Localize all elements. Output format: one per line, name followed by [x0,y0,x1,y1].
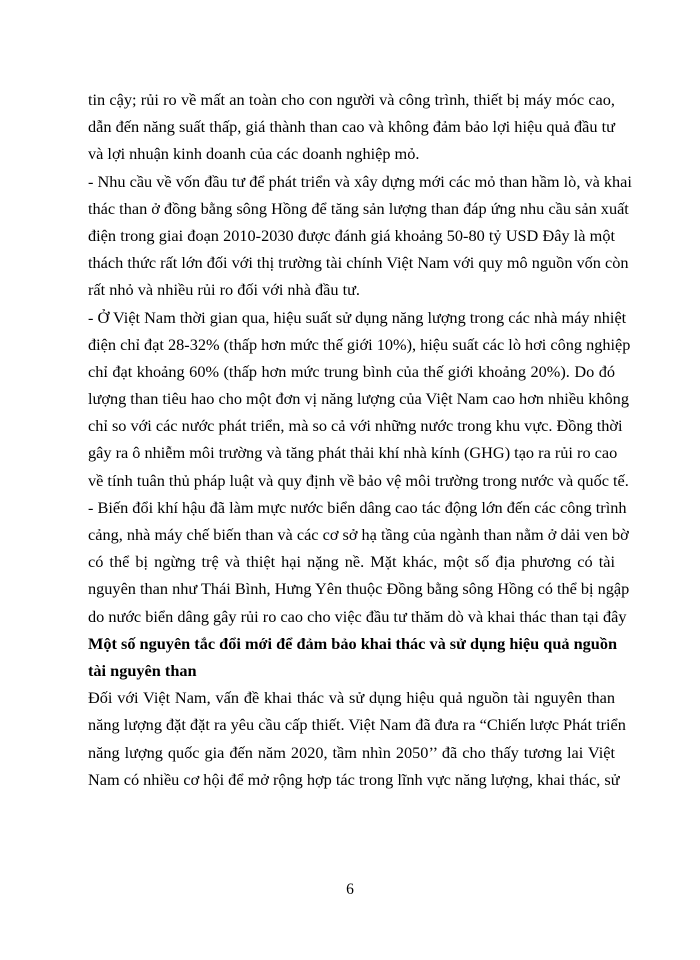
body-line: thác than ở đồng bằng sông Hồng để tăng sản lượng than đáp ứng nhu cầu sản xuất [88,198,629,218]
body-line: do nước biển dâng gây rủi ro cao cho việc đầu tư thăm dò và khai thác than tại đây [88,606,627,626]
section-heading: Một số nguyên tắc đổi mới để đảm bảo khai thác và sử dụng hiệu quả nguồn [88,633,618,653]
body-line: cảng, nhà máy chế biến than và các cơ sở hạ tầng của ngành than nằm ở dải ven bờ [88,525,629,544]
body-line: về tính tuân thủ pháp luật và quy định về bảo vệ môi trường trong nước và quốc tế. [88,470,629,490]
body-line: tin cậy; rủi ro về mất an toàn cho con người và công trình, thiết bị máy móc cao, [88,90,615,109]
body-line: và lợi nhuận kinh doanh của các doanh nghiệp mỏ. [88,144,420,164]
body-line: nguyên than như Thái Bình, Hưng Yên thuộc Đồng bằng sông Hồng có thể bị ngập [88,579,630,599]
body-line: rất nhỏ và nhiều rủi ro đối với nhà đầu tư. [88,280,360,300]
body-line: - Biến đổi khí hậu đã làm mực nước biển dâng cao tác động lớn đến các công trình [88,497,627,517]
body-line: Đối với Việt Nam, vấn đề khai thác và sử dụng hiệu quả nguồn tài nguyên than [88,688,615,708]
section-heading: tài nguyên than [88,660,197,680]
body-line: gây ra ô nhiễm môi trường và tăng phát thải khí nhà kính (GHG) tạo ra rủi ro cao [88,443,618,463]
body-line: thách thức rất lớn đối với thị trường tài chính Việt Nam với quy mô nguồn vốn còn [88,253,629,273]
body-line: có thể bị ngừng trệ và thiệt hại nặng nề. Mặt khác, một số địa phương có tài [88,552,615,572]
body-line: năng lượng quốc gia đến năm 2020, tầm nhìn 2050’’ đã cho thấy tương lai Việt [88,742,615,762]
body-line: dẫn đến năng suất thấp, giá thành than cao và không đảm bảo lợi hiệu quả đầu tư [88,117,615,137]
body-line: năng lượng đặt đặt ra yêu cầu cấp thiết. Việt Nam đã đưa ra “Chiến lược Phát triển [88,715,626,735]
body-line: - Nhu cầu về vốn đầu tư để phát triển và xây dựng mới các mỏ than hầm lò, và khai [88,171,632,191]
body-line: điện trong giai đoạn 2010-2030 được đánh giá khoảng 50-80 tỷ USD Đây là một [88,225,615,245]
body-line: - Ở Việt Nam thời gian qua, hiệu suất sử dụng năng lượng trong các nhà máy nhiệt [88,307,627,327]
body-line: lượng than tiêu hao cho một đơn vị năng lượng của Việt Nam cao hơn nhiều không [88,389,629,409]
body-line: chỉ so với các nước phát triển, mà so cả với những nước trong khu vực. Đồng thời [88,416,623,436]
body-line: chỉ đạt khoảng 60% (thấp hơn mức trung bình của thế giới khoảng 20%). Do đó [88,361,615,381]
page-body [88,86,632,793]
page-number: 6 [346,881,354,898]
body-line: điện chỉ đạt 28-32% (thấp hơn mức thế giới 10%), hiệu suất các lò hơi công nghiệp [88,334,631,354]
body-line: Nam có nhiều cơ hội để mở rộng hợp tác trong lĩnh vực năng lượng, khai thác, sử [88,769,620,789]
